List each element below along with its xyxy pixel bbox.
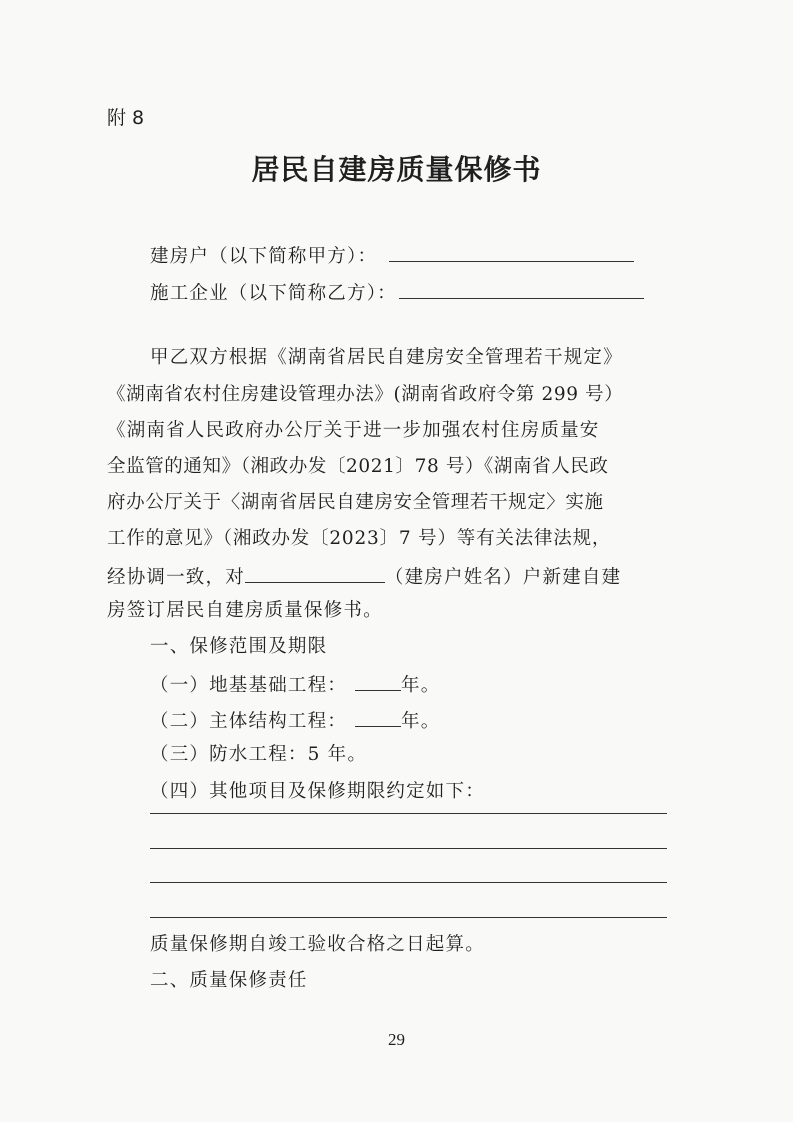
section1-item-1 xyxy=(150,670,440,696)
page-number: 29 xyxy=(388,1030,405,1049)
section1-item-4: （四）其他项目及保修期限约定如下： xyxy=(150,781,485,802)
section1-item-2 xyxy=(150,706,440,732)
preamble-line-2: 《湖南省农村住房建设管理办法》(湖南省政府令第 299 号） xyxy=(107,384,624,405)
section1-item-3: （三）防水工程：5 年。 xyxy=(150,744,368,765)
preamble-line-6: 工作的意见》（湘政办发〔2023〕7 号）等有关法律法规， xyxy=(107,528,612,549)
item1-label: （一）地基基础工程： xyxy=(150,675,348,696)
other-items-line-3[interactable] xyxy=(150,882,667,883)
preamble-line-7-before: 经协调一致，对 xyxy=(107,567,245,588)
preamble-line-8: 房签订居民自建房质量保修书。 xyxy=(107,600,383,621)
section2-heading: 二、质量保修责任 xyxy=(150,970,308,991)
contractor-line xyxy=(150,278,644,304)
item2-year-unit: 年。 xyxy=(401,711,441,732)
preamble-line-3: 《湖南省人民政府办公厅关于进一步加强农村住房质量安 xyxy=(107,420,600,441)
item1-year-unit: 年。 xyxy=(401,675,441,696)
contractor-blank[interactable] xyxy=(399,278,644,299)
foundation-years-blank[interactable] xyxy=(355,670,401,691)
other-items-line-2[interactable] xyxy=(150,848,667,849)
preamble-line-7-after: （建房户姓名）户新建自建 xyxy=(384,567,622,588)
owner-name-blank[interactable] xyxy=(245,562,385,583)
structure-years-blank[interactable] xyxy=(355,706,401,727)
contractor-label: 施工企业（以下简称乙方）： xyxy=(150,283,397,304)
preamble-line-7 xyxy=(107,562,621,588)
owner-line xyxy=(150,241,634,267)
other-items-line-1[interactable] xyxy=(150,813,667,814)
owner-label: 建房户（以下简称甲方）： xyxy=(150,246,378,267)
other-items-line-4[interactable] xyxy=(150,917,667,918)
page-title: 居民自建房质量保修书 xyxy=(251,153,542,186)
owner-blank[interactable] xyxy=(389,241,634,262)
preamble-line-5: 府办公厅关于〈湖南省居民自建房安全管理若干规定〉实施 xyxy=(107,492,604,513)
annex-label: 附 8 xyxy=(107,107,145,129)
preamble-line-1: 甲乙双方根据《湖南省居民自建房安全管理若干规定》 xyxy=(150,347,623,368)
section1-heading: 一、保修范围及期限 xyxy=(150,636,328,657)
preamble-line-4: 全监管的通知》（湘政办发〔2021〕78 号）《湖南省人民政 xyxy=(107,456,609,477)
item2-label: （二）主体结构工程： xyxy=(150,711,348,732)
warranty-start-note: 质量保修期自竣工验收合格之日起算。 xyxy=(150,934,485,955)
